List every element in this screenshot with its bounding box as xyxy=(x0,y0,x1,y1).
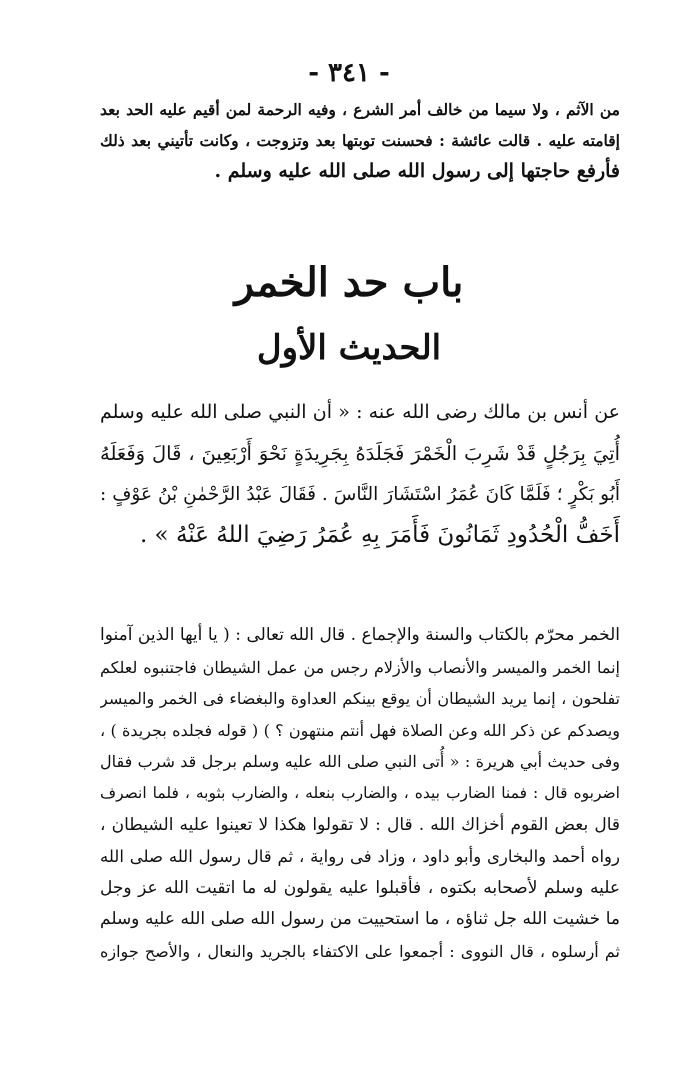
hadith-line: أُتِيَ بِرَجُلٍ قَدْ شَرِبَ الْخَمْرَ فَجَلَدَهُ بِجَرِيدَةٍ نَحْوَ أَرْبَعِينَ ، قَالَ وَفَعَلَهُ xyxy=(100,442,620,465)
commentary-line: تفلحون ، إنما يريد الشيطان أن يوقع بينكم العداوة والبغضاء فى الخمر والميسر xyxy=(100,689,620,709)
commentary-line: اضربوه قال : فمنا الضارب بيده ، والضارب بنعله ، والضارب بثوبه ، فلما انصرف xyxy=(100,783,620,802)
hadith-text xyxy=(100,392,620,556)
commentary-line: إنما الخمر والميسر والأنصاب والأزلام رجس من عمل الشيطان فاجتنبوه لعلكم xyxy=(100,657,620,677)
commentary-line: عليه وسلم لأصحابه بكتوه ، فأقبلوا عليه يقولون له ما اتقيت الله عز وجل xyxy=(100,877,620,898)
intro-line: من الآثم ، ولا سيما من خالف أمر الشرع ، وفيه الرحمة لمن أقيم عليه الحد بعد xyxy=(100,100,620,119)
commentary-line: ما خشيت الله جل ثناؤه ، ما استحييت من رسول الله صلى الله عليه وسلم xyxy=(100,909,620,930)
commentary-line: وفى حديث أبي هريرة : « أُتى النبي صلى الله عليه وسلم برجل قد شرب فقال xyxy=(100,752,620,772)
commentary-line: ويصدكم عن ذكر الله وعن الصلاة فهل أنتم منتهون ؟ ) ( قوله فجلده بجريدة ) ، xyxy=(100,720,620,740)
commentary-line: ثم أرسلوه ، قال النووى : أجمعوا على الاكتفاء بالجريد والنعال ، والأصح جوازه xyxy=(100,941,620,961)
commentary-paragraph xyxy=(100,620,620,968)
intro-line: إقامته عليه . قالت عائشة : فحسنت توبتها بعد وتزوجت ، وكانت تأتيني بعد ذلك xyxy=(100,131,620,150)
hadith-line: أَخَفُّ الْحُدُودِ ثَمَانُونَ فَأَمَرَ بِهِ عُمَرُ رَضِيَ اللهُ عَنْهُ » . xyxy=(139,522,620,548)
page-number: - ٣٤١ - xyxy=(308,58,390,88)
commentary-line: الخمر محرّم بالكتاب والسنة والإجماع . قال الله تعالى : ( يا أيها الذين آمنوا xyxy=(100,625,620,645)
intro-paragraph xyxy=(100,94,620,187)
chapter-title: باب حد الخمر xyxy=(234,259,464,306)
hadith-line: أَبُو بَكْرٍ ؛ فَلَمَّا كَانَ عُمَرُ اسْتَشَارَ النَّاسَ . فَقَالَ عَبْدُ الرَّحْمٰنِ بْنُ عَوْفٍ : xyxy=(100,484,620,505)
hadith-line: عن أنس بن مالك رضى الله عنه : « أن النبي صلى الله عليه وسلم xyxy=(100,401,620,423)
hadith-title: الحديث الأول xyxy=(256,328,442,368)
commentary-line: رواه أحمد والبخارى وأبو داود ، وزاد فى رواية ، ثم قال رسول الله صلى الله xyxy=(100,847,620,867)
intro-line: فأرفع حاجتها إلى رسول الله صلى الله عليه وسلم . xyxy=(214,160,620,182)
commentary-line: قال بعض القوم أخزاك الله . قال : لا تقولوا هكذا لا تعينوا عليه الشيطان ، xyxy=(100,814,620,835)
